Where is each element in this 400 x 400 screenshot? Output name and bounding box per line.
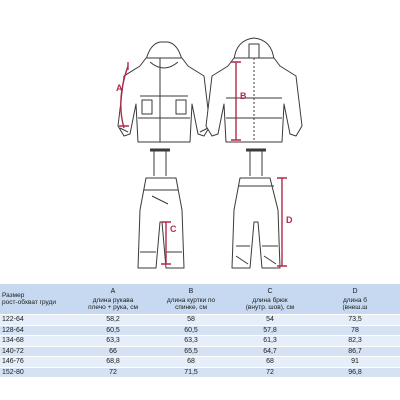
table-row	[0, 346, 400, 357]
header-letter: D	[352, 287, 358, 295]
cell-a: 68,8	[74, 357, 152, 368]
header-size-line2: рост-обхват груди	[2, 299, 56, 306]
jacket-back-sketch	[206, 38, 302, 142]
header-letter: A	[110, 287, 116, 295]
cell-c: 68	[230, 357, 310, 368]
cell-d: 78	[310, 325, 400, 336]
jacket-front-sketch	[118, 42, 210, 142]
cell-size: 128-64	[0, 325, 74, 336]
cell-b: 71,5	[152, 367, 230, 378]
measure-label-c: C	[170, 224, 177, 234]
cell-a: 58,2	[74, 315, 152, 326]
cell-size: 146-76	[0, 357, 74, 368]
table-row	[0, 315, 400, 326]
size-chart-table	[0, 284, 400, 400]
header-line1: длина рукава	[92, 296, 134, 304]
cell-a: 63,3	[74, 336, 152, 347]
header-size	[0, 284, 74, 315]
cell-d: 82,3	[310, 336, 400, 347]
cell-b: 63,3	[152, 336, 230, 347]
cell-b: 65,5	[152, 346, 230, 357]
header-letter: B	[188, 287, 194, 295]
header-line1: длина брюк	[252, 296, 288, 304]
measure-label-b: B	[240, 91, 247, 101]
cell-d: 96,8	[310, 367, 400, 378]
measure-label-a: A	[116, 83, 123, 93]
header-col-a	[74, 284, 152, 315]
cell-c: 64,7	[230, 346, 310, 357]
header-line1: длина куртки по	[166, 296, 216, 304]
cell-size: 152-80	[0, 367, 74, 378]
table-row	[0, 367, 400, 378]
table-row	[0, 336, 400, 347]
cell-b: 58	[152, 315, 230, 326]
cell-a: 66	[74, 346, 152, 357]
table-header-row	[0, 284, 400, 315]
cell-a: 72	[74, 367, 152, 378]
cell-d: 73,5	[310, 315, 400, 326]
header-line2: плечо + рука, см	[88, 303, 138, 311]
header-col-b	[152, 284, 230, 315]
header-col-c	[230, 284, 310, 315]
header-line1: длина б	[343, 296, 367, 304]
cell-c: 61,3	[230, 336, 310, 347]
cell-d: 86,7	[310, 346, 400, 357]
cell-b: 60,5	[152, 325, 230, 336]
cell-d: 91	[310, 357, 400, 368]
cell-c: 72	[230, 367, 310, 378]
cell-a: 60,5	[74, 325, 152, 336]
header-size-line1: Размер	[2, 292, 25, 299]
measure-label-d: D	[286, 215, 293, 225]
cell-size: 140-72	[0, 346, 74, 357]
cell-size: 134-68	[0, 336, 74, 347]
cell-c: 54	[230, 315, 310, 326]
header-line2: (внутр. шов), см	[245, 303, 295, 311]
header-letter: C	[267, 287, 273, 295]
header-line2: (внеш.ш	[342, 303, 368, 311]
pants-front-sketch	[138, 150, 184, 268]
pants-back-sketch	[232, 150, 280, 268]
cell-c: 57,8	[230, 325, 310, 336]
cell-b: 68	[152, 357, 230, 368]
header-line2: спинке, см	[175, 303, 207, 311]
cell-size: 122-64	[0, 315, 74, 326]
header-col-d	[310, 284, 400, 315]
table-row	[0, 357, 400, 368]
table-row	[0, 325, 400, 336]
